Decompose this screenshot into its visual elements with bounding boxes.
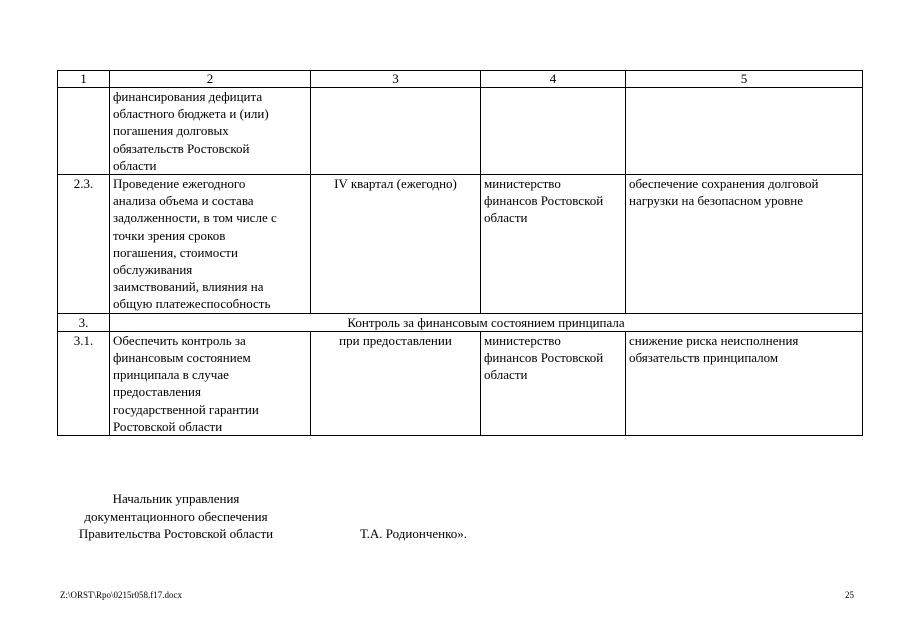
deadline-cell: IV квартал (ежегодно) bbox=[311, 175, 481, 314]
header-cell-1: 1 bbox=[58, 71, 110, 88]
signatory-name: Т.А. Родионченко». bbox=[360, 526, 468, 541]
responsible-cell: министерство финансов Ростовской области bbox=[481, 331, 626, 435]
responsible-cell bbox=[481, 88, 626, 175]
deadline-cell: при предоставлении bbox=[311, 331, 481, 435]
deadline-cell bbox=[311, 88, 481, 175]
header-cell-4: 4 bbox=[481, 71, 626, 88]
table-row-continuation bbox=[58, 88, 863, 175]
measure-cell: Обеспечить контроль за финансовым состоянием принципала в случае предоставления государственной гарантии Ростовской области bbox=[110, 331, 311, 435]
table-header-row bbox=[58, 71, 863, 88]
header-cell-5: 5 bbox=[626, 71, 863, 88]
header-cell-3: 3 bbox=[311, 71, 481, 88]
measure-cell: Проведение ежегодного анализа объема и состава задолженности, в том числе с точки зрения сроков погашения, стоимости обслуживания заимствований, влияния на общую платежеспособность bbox=[110, 175, 311, 314]
result-cell: снижение риска неисполнения обязательств принципалом bbox=[626, 331, 863, 435]
result-cell: обеспечение сохранения долговой нагрузки на безопасном уровне bbox=[626, 175, 863, 314]
header-cell-2: 2 bbox=[110, 71, 311, 88]
row-number-cell: 3.1. bbox=[58, 331, 110, 435]
row-number-cell: 2.3. bbox=[58, 175, 110, 314]
table-row-2-3 bbox=[58, 175, 863, 314]
measure-cell: финансирования дефицита областного бюджета и (или) погашения долговых обязательств Ростовской области bbox=[110, 88, 311, 175]
footer-file-path: Z:\ORST\Rpo\0215r058.f17.docx bbox=[60, 590, 182, 600]
responsible-cell: министерство финансов Ростовской области bbox=[481, 175, 626, 314]
signatory-position: Начальник управления документационного обеспечения Правительства Ростовской области bbox=[78, 491, 274, 541]
row-number-cell bbox=[58, 88, 110, 175]
plan-table bbox=[57, 70, 863, 436]
section-title-cell: Контроль за финансовым состоянием принципала bbox=[110, 313, 863, 331]
result-cell bbox=[626, 88, 863, 175]
table-row-3-1 bbox=[58, 331, 863, 435]
section-number-cell: 3. bbox=[58, 313, 110, 331]
table-section-row-3 bbox=[58, 313, 863, 331]
page-number: 25 bbox=[845, 590, 854, 600]
